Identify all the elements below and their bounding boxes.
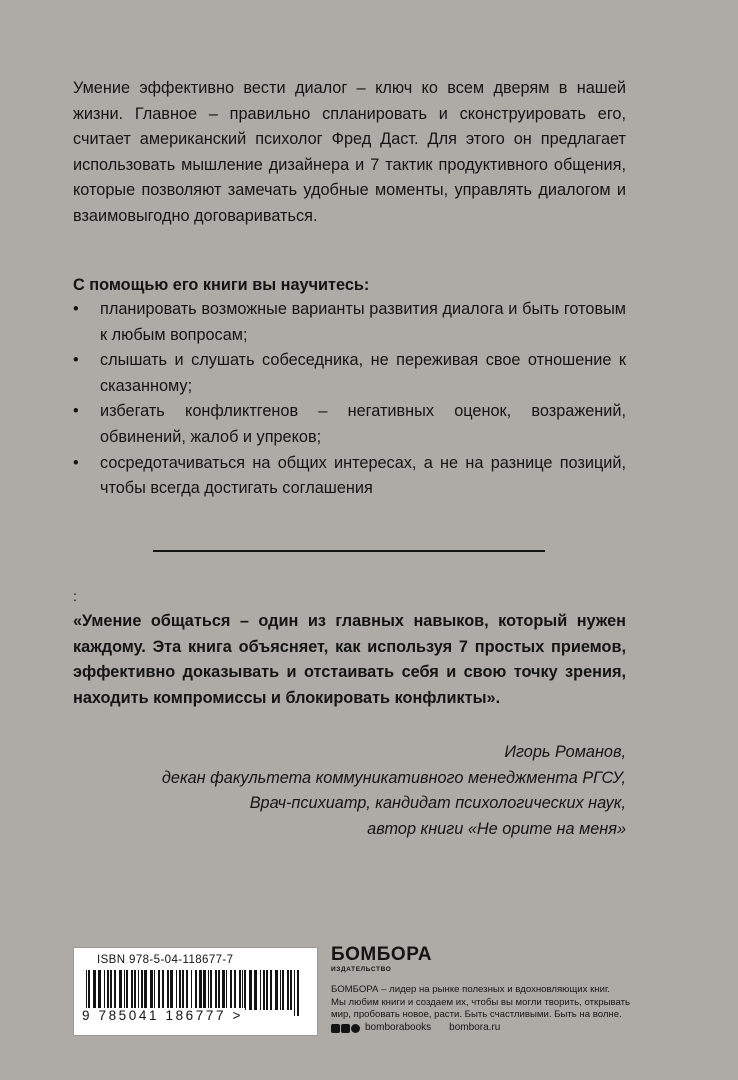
- list-item-text: избегать конфликтгенов – негативных оценок, возражений, обвинений, жалоб и упреков;: [100, 402, 626, 446]
- list-item-text: слышать и слушать собеседника, не переживая свое отношение к сказанному;: [100, 351, 626, 395]
- list-item: [73, 297, 626, 348]
- list-item: [73, 348, 626, 399]
- quote-attribution: [73, 740, 626, 842]
- attribution-title: декан факультета коммуникативного менеджмента РГСУ,: [161, 768, 626, 787]
- benefits-list: [73, 297, 626, 502]
- bullet-icon: •: [73, 351, 79, 370]
- publisher-line: мир, пробовать новое, расти. Быть счастливыми. Быть на волне.: [331, 1009, 622, 1020]
- social-links: [331, 1022, 500, 1034]
- bullet-icon: •: [73, 453, 79, 472]
- attribution-book: автор книги «Не орите на меня»: [367, 819, 626, 838]
- publisher-line: БОМБОРА – лидер на рынке полезных и вдохновляющих книг.: [331, 984, 610, 995]
- attribution-degree: Врач-психиатр, кандидат психологических наук,: [249, 794, 626, 813]
- publisher-description: [331, 984, 631, 1022]
- website-link: bombora.ru: [449, 1022, 501, 1033]
- instagram-icon: [351, 1024, 360, 1033]
- list-item-text: планировать возможные варианты развития диалога и быть готовым к любым вопросам;: [100, 300, 626, 344]
- list-item-text: сосредотачиваться на общих интересах, а не на разнице позиций, чтобы всегда достигать соглашения: [100, 453, 626, 498]
- attribution-name: Игорь Романов,: [504, 743, 626, 761]
- learn-heading: С помощью его книги вы научитесь:: [73, 276, 370, 294]
- social-handle: bomborabooks: [365, 1022, 432, 1033]
- bullet-icon: •: [73, 300, 79, 318]
- review-quote: «Умение общаться – один из главных навыков, который нужен каждому. Эта книга объясняет, как используя 7 простых приемов, эффективно доказывать и отстаивать себя и свою точку зрения, находить компромиссы и блокировать конфликты».: [73, 612, 626, 707]
- publisher-name: БОМБОРА: [331, 944, 432, 965]
- isbn-number: ISBN 978-5-04-118677-7: [97, 954, 234, 966]
- barcode-box: [73, 947, 318, 1036]
- divider: [153, 550, 545, 552]
- publisher-logo: [331, 945, 432, 973]
- bullet-icon: •: [73, 402, 79, 421]
- list-item: [73, 399, 626, 450]
- colon-mark: :: [73, 588, 77, 604]
- facebook-icon: [331, 1024, 340, 1033]
- intro-paragraph: Умение эффективно вести диалог – ключ ко всем дверям в нашей жизни. Главное – правильно спланировать и сконструировать его, считает американский психолог Фред Даст. Для этого он предлагает использовать мышление дизайнера и 7 тактик продуктивного общения, которые позволяют замечать удобные моменты, управлять диалогом и взаимовыгодно договариваться.: [73, 79, 626, 225]
- vk-icon: [341, 1024, 350, 1033]
- publisher-subtitle: ИЗДАТЕЛЬСТВО: [331, 966, 392, 973]
- publisher-line: Мы любим книги и создаем их, чтобы вы могли творить, открывать: [331, 996, 630, 1008]
- list-item: [73, 451, 626, 502]
- barcode-digits: 9 785041 186777 >: [82, 1008, 243, 1023]
